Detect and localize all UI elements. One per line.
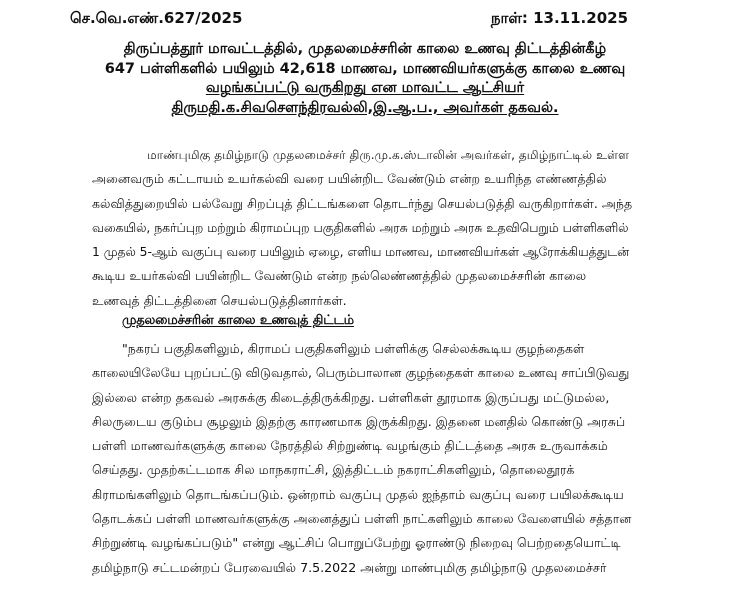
paragraph-line: தொடக்கப் பள்ளி மாணவர்களுக்கு அனைத்துப் பள்ளி நாட்களிலும் காலை வேளையில் சத்தான: [92, 511, 632, 527]
reference-number: செ.வெ.எண்.627/2025: [70, 9, 243, 27]
paragraph-line: அனைவரும் கட்டாயம் உயர்கல்வி வரை பயின்றிட வேண்டும் என்ற உயரிந்த எண்ணத்தில்: [92, 171, 607, 187]
paragraph-line: வகையில், நகர்ப்புற மற்றும் கிராமப்புற பகுதிகளில் அரசு மற்றும் அரசு உதவிபெறும் பள்ளிகளில்: [92, 220, 629, 235]
headline-line: திருமதி.க.சிவசௌந்திரவல்லி,இ.ஆ.ப., அவர்கள் தகவல்.: [171, 99, 559, 116]
paragraph-line: காலையிலேயே புறப்பட்டு விடுவதால், பெரும்பாலான குழந்தைகள் காலை உணவு சாப்பிடுவது: [92, 365, 630, 381]
paragraph-line: கிராமங்களிலும் தொடங்கப்படும். ஒன்றாம் வகுப்பு முதல் ஐந்தாம் வகுப்பு வரை பயிலக்கூடிய: [92, 486, 624, 502]
release-date: நாள்: 13.11.2025: [490, 9, 628, 27]
headline-line: வழங்கப்பட்டு வருகிறது என மாவட்ட ஆட்சியர்: [205, 80, 525, 96]
headline: [60, 40, 670, 118]
intro-paragraph: [92, 143, 632, 313]
scheme-paragraph: [92, 337, 632, 580]
paragraph-line: இல்லை என்ற தகவல் அரசுக்கு கிடைத்திருக்கிறது. பள்ளிகள் தூரமாக இருப்பது மட்டுமல்ல,: [92, 389, 610, 405]
paragraph-line: "நகரப் பகுதிகளிலும், கிராமப் பகுதிகளிலும் பள்ளிக்கு செல்லக்கூடிய குழந்தைகள்: [122, 341, 585, 356]
section-heading: முதலமைச்சரின் காலை உணவுத் திட்டம்: [122, 313, 354, 328]
paragraph-line: தமிழ்நாடு சட்டமன்றப் பேரவையில் 7.5.2022 அன்று மாண்புமிகு தமிழ்நாடு முதலமைச்சர்: [92, 559, 607, 575]
paragraph-line: பள்ளி மாணவர்களுக்கு காலை நேரத்தில் சிற்றுண்டி வழங்கும் திட்டத்தை அரசு உருவாக்கம்: [92, 438, 608, 454]
paragraph-line: கல்வித்துறையில் பல்வேறு சிறப்புத் திட்டங்களை தொடர்ந்து செயல்படுத்தி வருகிறார்கள். அந்த: [92, 195, 633, 211]
paragraph-line: சிற்றுண்டி வழங்கப்படும்" என்று ஆட்சிப் பொறுப்பேற்று ஓராண்டு நிறைவு பெற்றதையொட்டி: [92, 535, 621, 551]
paragraph-line: 1 முதல் 5-ஆம் வகுப்பு வரை பயிலும் ஏழை, எளிய மாணவ, மாணவியர்கள் ஆரோக்கியத்துடன்: [92, 245, 630, 260]
paragraph-line: மாண்புமிகு தமிழ்நாடு முதலமைச்சர் திரு.மு.க.ஸ்டாலின் அவர்கள், தமிழ்நாட்டில் உள்ள: [147, 148, 630, 162]
paragraph-line: கூடிய உயர்கல்வி பயின்றிட வேண்டும் என்ற நல்லெண்ணத்தில் முதலமைச்சரின் காலை: [92, 268, 587, 284]
headline-line: 647 பள்ளிகளில் பயிலும் 42,618 மாணவ, மாணவியர்களுக்கு காலை உணவு: [104, 60, 626, 77]
paragraph-line: சிலருடைய குடும்ப சூழலும் இதற்கு காரணமாக இருக்கிறது. இதனை மனதில் கொண்டு அரசுப்: [92, 413, 626, 429]
headline-line: திருப்பத்தூர் மாவட்டத்தில், முதலமைச்சரின் காலை உணவு திட்டத்தின்கீழ்: [123, 41, 607, 57]
paragraph-line: உணவுத் திட்டத்தினை செயல்படுத்தினார்கள்.: [92, 292, 347, 308]
paragraph-line: செய்தது. முதற்கட்டமாக சில மாநகராட்சி, இத்திட்டம் நகராட்சிகளிலும், தொலைதூரக்: [92, 462, 575, 478]
